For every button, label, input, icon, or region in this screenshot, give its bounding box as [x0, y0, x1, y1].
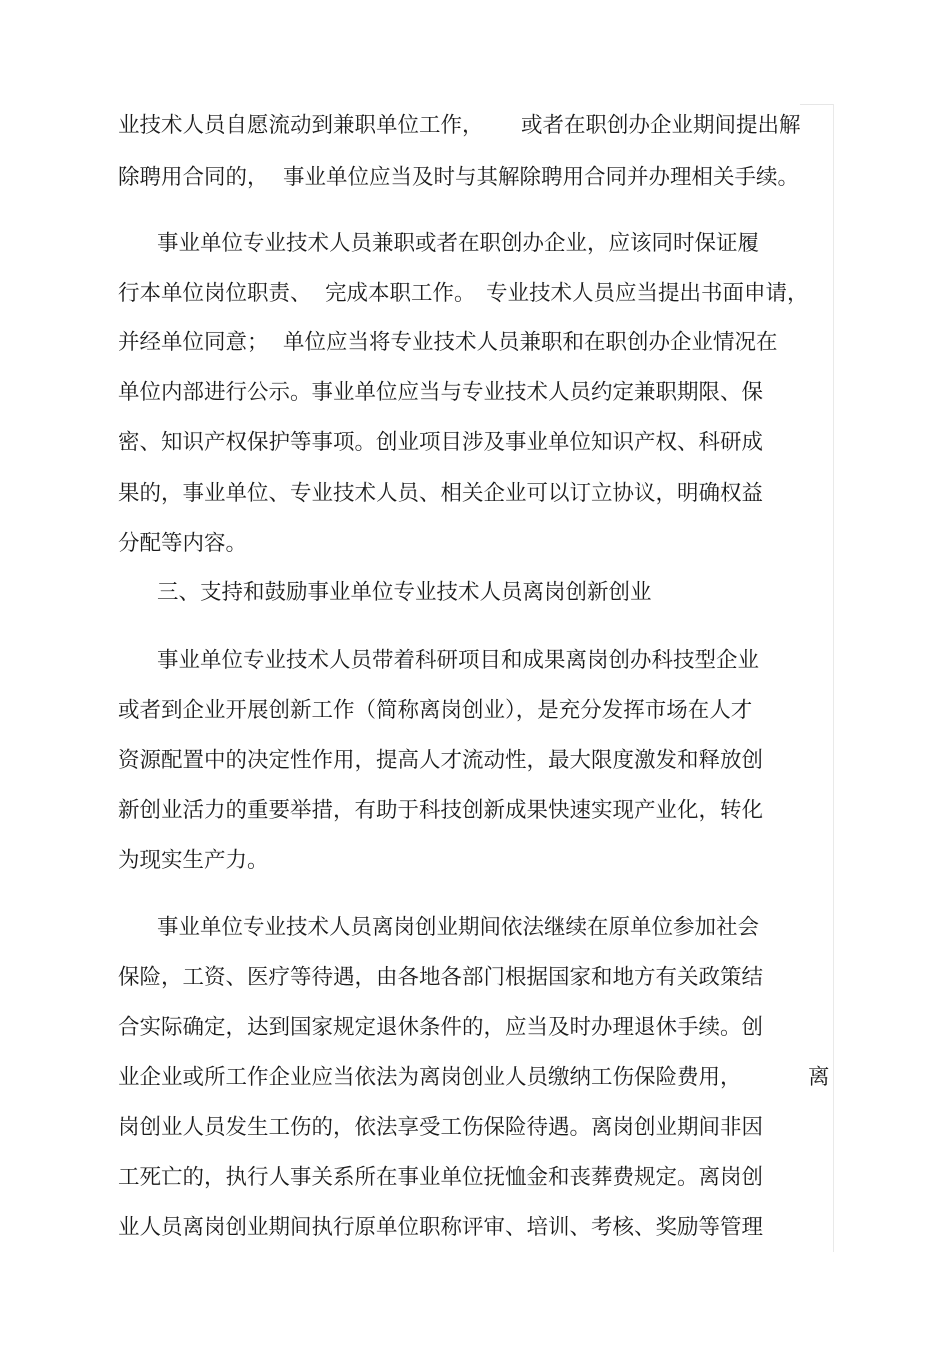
text-segment: 合实际确定，达到国家规定退休条件的，应当及时办理退休手续。创 — [118, 1015, 764, 1040]
text-segment: 保险，工资、医疗等待遇，由各地各部门根据国家和地方有关政策结 — [118, 965, 764, 990]
page-border-top — [800, 104, 834, 105]
text-segment: 果的，事业单位、专业技术人员、相关企业可以订立协议，明确权益 — [118, 481, 764, 506]
text-segment: 离 — [808, 1065, 830, 1090]
text-segment: 岗创业人员发生工伤的，依法享受工伤保险待遇。离岗创业期间非因 — [118, 1115, 764, 1140]
text-segment: 为现实生产力。 — [118, 848, 269, 873]
text-segment: 业人员离岗创业期间执行原单位职称评审、培训、考核、奖励等管理 — [118, 1215, 764, 1240]
text-segment: 密、知识产权保护等事项。创业项目涉及事业单位知识产权、科研成 — [118, 430, 764, 455]
text-segment: 新创业活力的重要举措，有助于科技创新成果快速实现产业化，转化 — [118, 798, 764, 823]
text-segment: 完成本职工作。 — [325, 281, 476, 306]
text-segment: 工死亡的，执行人事关系所在事业单位抚恤金和丧葬费规定。离岗创 — [118, 1165, 764, 1190]
text-segment: 事业单位应当及时与其解除聘用合同并办理相关手续。 — [283, 165, 800, 190]
text-segment: 分配等内容。 — [118, 531, 248, 556]
text-segment: 单位内部进行公示。事业单位应当与专业技术人员约定兼职期限、保 — [118, 380, 764, 405]
text-segment: 行本单位岗位职责、 — [118, 281, 312, 306]
text-segment: 资源配置中的决定性作用，提高人才流动性，最大限度激发和释放创 — [118, 748, 764, 773]
text-segment: 事业单位专业技术人员带着科研项目和成果离岗创办科技型企业 — [157, 648, 760, 673]
text-segment: 并经单位同意； — [118, 330, 269, 355]
text-segment: 三、支持和鼓励事业单位专业技术人员离岗创新创业 — [157, 580, 652, 605]
text-segment: 或者到企业开展创新工作（简称离岗创业），是充分发挥市场在人才 — [118, 698, 753, 723]
text-segment: 或者在职创办企业期间提出解 — [521, 113, 801, 138]
page-border-right — [833, 104, 834, 1252]
text-segment: 事业单位专业技术人员离岗创业期间依法继续在原单位参加社会 — [157, 915, 760, 940]
text-segment: 事业单位专业技术人员兼职或者在职创办企业，应该同时保证履 — [157, 231, 760, 256]
text-segment: 除聘用合同的， — [118, 165, 269, 190]
text-segment: 业技术人员自愿流动到兼职单位工作， — [118, 113, 484, 138]
text-segment: 业企业或所工作企业应当依法为离岗创业人员缴纳工伤保险费用， — [118, 1065, 742, 1090]
text-segment: 单位应当将专业技术人员兼职和在职创办企业情况在 — [283, 330, 778, 355]
text-segment: 专业技术人员应当提出书面申请， — [486, 281, 809, 306]
